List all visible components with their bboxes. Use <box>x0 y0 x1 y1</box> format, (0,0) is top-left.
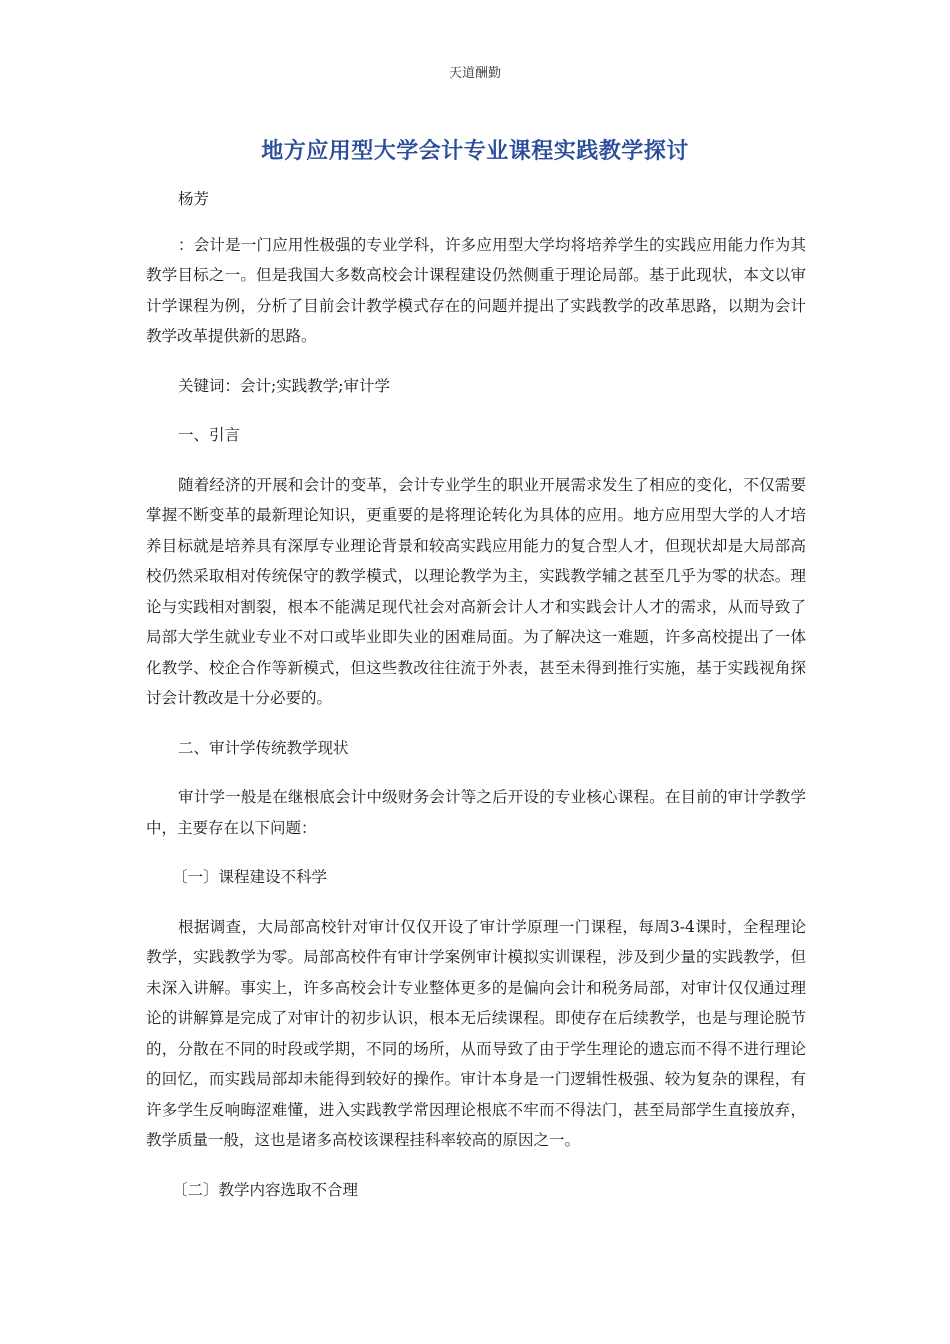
section-heading-audit-status: 二、审计学传统教学现状 <box>178 738 349 757</box>
running-head: 天道酬勤 <box>448 66 501 81</box>
audit-status-paragraph: 审计学一般是在继根底会计中级财务会计等之后开设的专业核心课程。在目前的审计学教学中，主要存在以下问题： <box>146 788 806 837</box>
article-title: 地方应用型大学会计专业课程实践教学探讨 <box>261 139 689 164</box>
introduction-paragraph: 随着经济的开展和会计的变革，会计专业学生的职业开展需求发生了相应的变化，不仅需要掌握不断变革的最新理论知识，更重要的是将理论转化为具体的应用。地方应用型大学的人才培养目标就是培养具有深厚专业理论背景和较高实践应用能力的复合型人才，但现状却是大局部高校仍然采取相对传统保守的教学模式，以理论教学为主，实践教学辅之甚至几乎为零的状态。理论与实践相对割裂，根本不能满足现代社会对高新会计人才和实践会计人才的需求，从而导致了局部大学生就业专业不对口或毕业即失业的困难局面。为了解决这一难题，许多高校提出了一体化教学、校企合作等新模式，但这些教改往往流于外表，甚至未得到推行实施，基于实践视角探讨会计教改是十分必要的。 <box>146 475 806 707</box>
abstract-paragraph: ：会计是一门应用性极强的专业学科，许多应用型大学均将培养学生的实践应用能力作为其教学目标之一。但是我国大多数高校会计课程建设仍然侧重于理论局部。基于此现状，本文以审计学课程为例，分析了目前会计教学模式存在的问题并提出了实践教学的改革思路，以期为会计教学改革提供新的思路。 <box>146 235 806 345</box>
course-design-paragraph: 根据调查，大局部高校针对审计仅仅开设了审计学原理一门课程，每周3-4课时，全程理论教学，实践教学为零。局部高校件有审计学案例审计模拟实训课程，涉及到少量的实践教学，但未深入讲解。事实上，许多高校会计专业整体更多的是偏向会计和税务局部，对审计仅仅通过理论的讲解算是完成了对审计的初步认识，根本无后续课程。即使存在后续教学，也是与理论脱节的，分散在不同的时段或学期，不同的场所，从而导致了由于学生理论的遗忘而不得不进行理论的回忆，而实践局部却未能得到较好的操作。审计本身是一门逻辑性极强、较为复杂的课程，有许多学生反响晦涩难懂，进入实践教学常因理论根底不牢而不得法门，甚至局部学生直接放弃，教学质量一般，这也是诸多高校该课程挂科率较高的原因之一。 <box>146 917 806 1149</box>
subsection-heading-content-selection: 〔二〕教学内容选取不合理 <box>172 1180 359 1199</box>
subsection-heading-course-design: 〔一〕课程建设不科学 <box>172 868 328 886</box>
author-name: 杨芳 <box>178 190 210 208</box>
section-heading-introduction: 一、引言 <box>178 426 241 444</box>
keywords-line: 关键词：会计;实践教学;审计学 <box>178 376 390 395</box>
article-body <box>146 184 806 1224</box>
